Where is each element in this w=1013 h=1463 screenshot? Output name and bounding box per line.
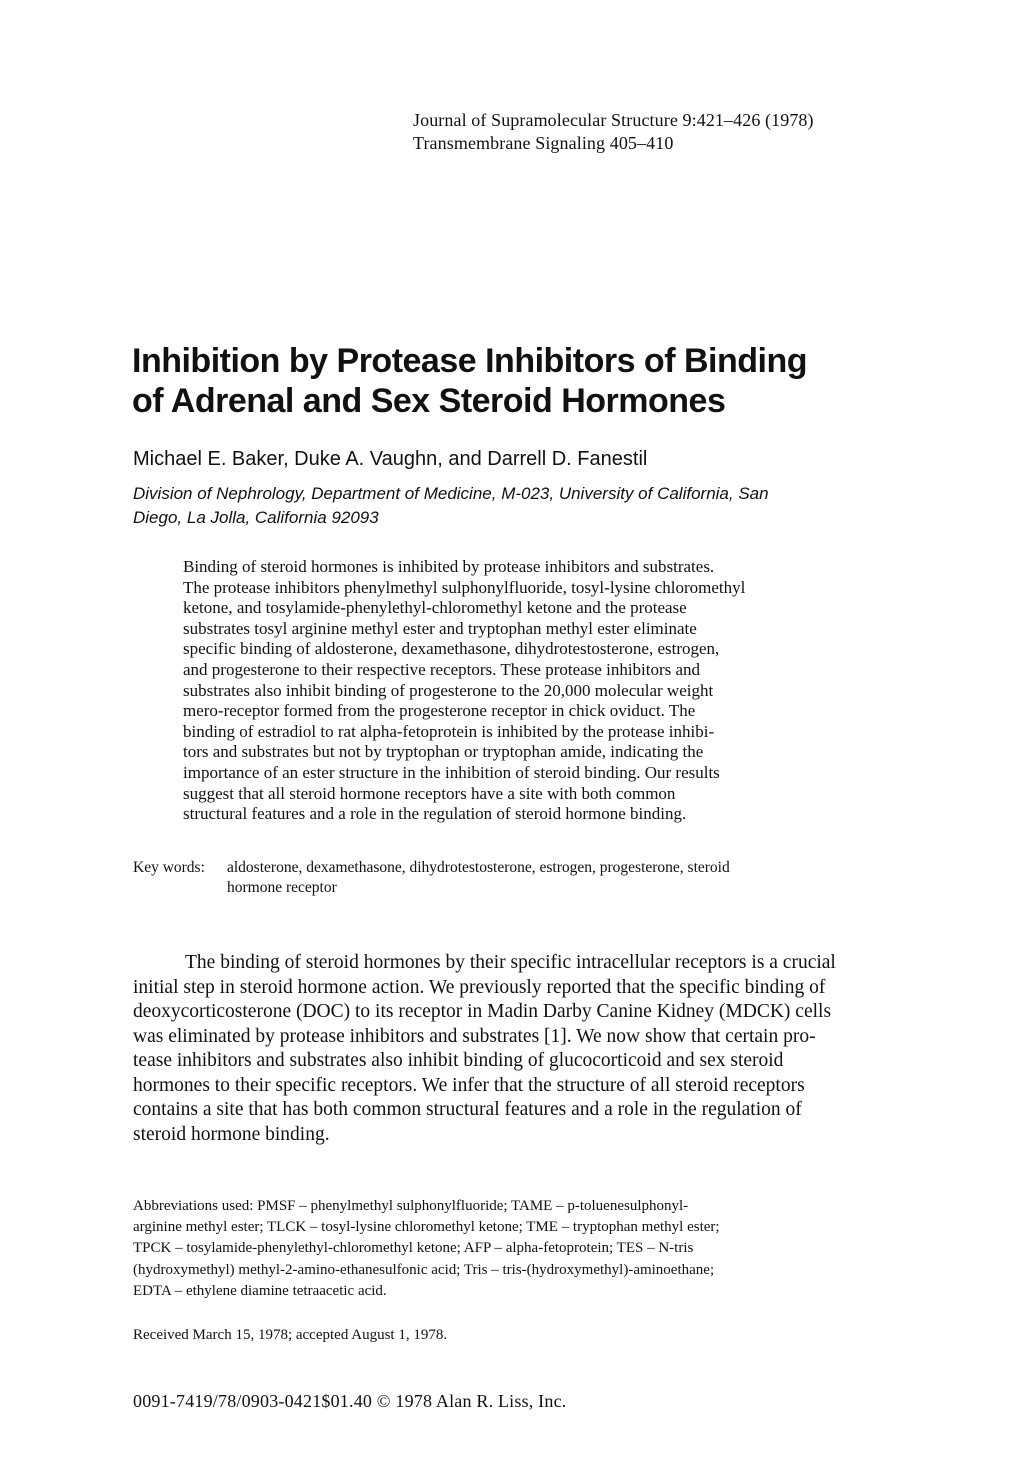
abstract-line: importance of an ester structure in the inhibition of steroid binding. Our results xyxy=(183,762,720,782)
abbreviation-line: Abbreviations used: PMSF – phenylmethyl sulphonylfluoride; TAME – p-toluenesulphonyl- xyxy=(133,1198,689,1214)
body-line: was eliminated by protease inhibitors and substrates [1]. We now show that certain pro- xyxy=(133,1025,816,1047)
affiliation-line: Division of Nephrology, Department of Medicine, M-023, University of California, San xyxy=(133,484,769,503)
keywords-label: Key words: xyxy=(133,859,205,876)
abbreviations-footnote xyxy=(133,1196,720,1302)
body-line: The binding of steroid hormones by their specific intracellular receptors is a crucial xyxy=(185,952,836,973)
abstract-line: Binding of steroid hormones is inhibited by protease inhibitors and substrates. xyxy=(183,557,715,576)
journal-citation: Journal of Supramolecular Structure 9:421–426 (1978) xyxy=(413,110,814,130)
title-line: of Adrenal and Sex Steroid Hormones xyxy=(132,382,726,420)
abbreviation-line: (hydroxymethyl) methyl-2-amino-ethanesulfonic acid; Tris – tris-(hydroxymethyl)-aminoethane; xyxy=(133,1261,715,1278)
abstract-line: binding of estradiol to rat alpha-fetoprotein is inhibited by the protease inhibi- xyxy=(183,721,715,741)
title-line: Inhibition by Protease Inhibitors of Binding xyxy=(132,342,807,380)
body-line: tease inhibitors and substrates also inhibit binding of glucocorticoid and sex steroid xyxy=(133,1050,784,1071)
abstract-line: structural features and a role in the regulation of steroid hormone binding. xyxy=(183,804,687,824)
article-title xyxy=(132,341,912,421)
body-line: deoxycorticosterone (DOC) to its receptor in Madin Darby Canine Kidney (MDCK) cells xyxy=(133,1001,832,1022)
abstract-line: suggest that all steroid hormone receptors have a site with both common xyxy=(183,783,676,803)
abstract xyxy=(183,557,745,825)
keywords-line: hormone receptor xyxy=(227,879,337,896)
body-paragraph xyxy=(133,951,836,1147)
abstract-line: tors and substrates but not by tryptophan or tryptophan amide, indicating the xyxy=(183,742,704,762)
body-line: steroid hormone binding. xyxy=(133,1123,330,1145)
abstract-line: substrates tosyl arginine methyl ester and tryptophan methyl ester eliminate xyxy=(183,618,697,638)
abstract-line: mero-receptor formed from the progesterone receptor in chick oviduct. The xyxy=(183,701,696,721)
author-affiliation xyxy=(133,482,769,530)
abstract-line: and progesterone to their respective receptors. These protease inhibitors and xyxy=(183,659,701,679)
abbreviation-line: TPCK – tosylamide-phenylethyl-chloromethyl ketone; AFP – alpha-fetoprotein; TES – N-tris xyxy=(133,1240,694,1257)
author-list: Michael E. Baker, Duke A. Vaughn, and Darrell D. Fanestil xyxy=(133,448,648,470)
abstract-line: specific binding of aldosterone, dexamethasone, dihydrotestosterone, estrogen, xyxy=(183,639,720,659)
abstract-line: substrates also inhibit binding of progesterone to the 20,000 molecular weight xyxy=(183,680,714,700)
body-line: hormones to their specific receptors. We infer that the structure of all steroid receptors xyxy=(133,1074,805,1096)
abstract-line: The protease inhibitors phenylmethyl sulphonylfluoride, tosyl-lysine chloromethyl xyxy=(183,577,746,597)
abstract-line: ketone, and tosylamide-phenylethyl-chloromethyl ketone and the protease xyxy=(183,598,687,618)
journal-secondary-citation: Transmembrane Signaling 405–410 xyxy=(413,133,674,153)
body-line: contains a site that has both common structural features and a role in the regulation of xyxy=(133,1099,802,1120)
affiliation-line: Diego, La Jolla, California 92093 xyxy=(133,508,379,527)
keywords-line: aldosterone, dexamethasone, dihydrotestosterone, estrogen, progesterone, steroid xyxy=(227,859,730,876)
body-line: initial step in steroid hormone action. We previously reported that the specific binding of xyxy=(133,976,826,998)
keywords xyxy=(133,858,730,898)
received-date: Received March 15, 1978; accepted August 1, 1978. xyxy=(133,1327,448,1343)
copyright-line: 0091-7419/78/0903-0421$01.40 © 1978 Alan R. Liss, Inc. xyxy=(133,1391,567,1411)
abbreviation-line: arginine methyl ester; TLCK – tosyl-lysine chloromethyl ketone; TME – tryptophan methyl ester; xyxy=(133,1219,720,1236)
abbreviation-line: EDTA – ethylene diamine tetraacetic acid. xyxy=(133,1282,387,1299)
